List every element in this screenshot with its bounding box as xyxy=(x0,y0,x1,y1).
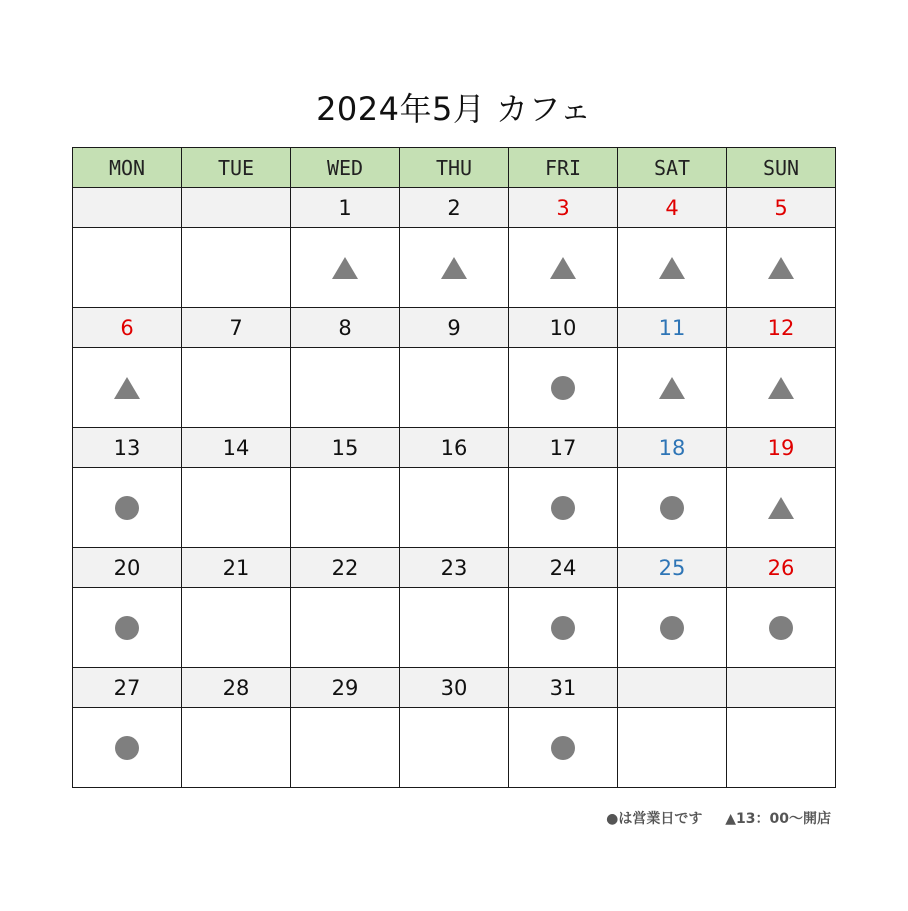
day-cell xyxy=(73,348,182,428)
day-number: 12 xyxy=(727,308,836,348)
day-number: 28 xyxy=(182,668,291,708)
day-cell xyxy=(727,708,836,788)
day-cell xyxy=(400,228,509,308)
day-cell xyxy=(291,348,400,428)
day-number: 25 xyxy=(618,548,727,588)
date-row xyxy=(73,428,836,468)
day-cell xyxy=(509,468,618,548)
day-number: 22 xyxy=(291,548,400,588)
day-number: 5 xyxy=(727,188,836,228)
day-number: 23 xyxy=(400,548,509,588)
weekday-sun: SUN xyxy=(727,148,836,188)
weekday-tue: TUE xyxy=(182,148,291,188)
open-circle-icon xyxy=(115,496,139,520)
day-number: 21 xyxy=(182,548,291,588)
mark-row xyxy=(73,708,836,788)
day-cell xyxy=(509,228,618,308)
legend-afternoon-open: ▲13：00～開店 xyxy=(725,811,831,827)
day-cell xyxy=(727,468,836,548)
day-cell xyxy=(618,468,727,548)
mark-row xyxy=(73,348,836,428)
day-number: 7 xyxy=(182,308,291,348)
open-circle-icon xyxy=(115,736,139,760)
day-cell xyxy=(291,708,400,788)
open-circle-icon xyxy=(551,736,575,760)
day-number: 11 xyxy=(618,308,727,348)
open-circle-icon xyxy=(769,616,793,640)
day-number: 14 xyxy=(182,428,291,468)
day-number: 9 xyxy=(400,308,509,348)
open-circle-icon xyxy=(551,616,575,640)
day-number: 13 xyxy=(73,428,182,468)
day-number xyxy=(618,668,727,708)
day-cell xyxy=(509,348,618,428)
day-number: 1 xyxy=(291,188,400,228)
weekday-mon: MON xyxy=(73,148,182,188)
day-number: 16 xyxy=(400,428,509,468)
open-circle-icon xyxy=(660,616,684,640)
day-cell xyxy=(618,708,727,788)
calendar-title: 2024年5月 カフェ xyxy=(316,90,592,128)
day-cell xyxy=(182,588,291,668)
day-cell xyxy=(618,348,727,428)
day-cell xyxy=(73,588,182,668)
day-cell xyxy=(400,348,509,428)
calendar-body xyxy=(73,188,836,788)
date-row xyxy=(73,308,836,348)
day-number: 2 xyxy=(400,188,509,228)
day-cell xyxy=(400,468,509,548)
mark-row xyxy=(73,228,836,308)
day-number: 10 xyxy=(509,308,618,348)
calendar-grid xyxy=(72,147,836,788)
date-row xyxy=(73,548,836,588)
afternoon-triangle-icon xyxy=(768,497,794,519)
weekday-sat: SAT xyxy=(618,148,727,188)
day-cell xyxy=(400,708,509,788)
day-cell xyxy=(291,468,400,548)
day-cell xyxy=(727,228,836,308)
weekday-fri: FRI xyxy=(509,148,618,188)
day-number: 31 xyxy=(509,668,618,708)
mark-row xyxy=(73,588,836,668)
day-cell xyxy=(618,228,727,308)
afternoon-triangle-icon xyxy=(768,377,794,399)
day-number: 26 xyxy=(727,548,836,588)
weekday-thu: THU xyxy=(400,148,509,188)
day-cell xyxy=(182,708,291,788)
open-circle-icon xyxy=(660,496,684,520)
day-number: 6 xyxy=(73,308,182,348)
day-number: 29 xyxy=(291,668,400,708)
day-cell xyxy=(727,588,836,668)
day-cell xyxy=(73,228,182,308)
day-number: 19 xyxy=(727,428,836,468)
day-number: 3 xyxy=(509,188,618,228)
day-cell xyxy=(182,348,291,428)
day-cell xyxy=(727,348,836,428)
day-number: 30 xyxy=(400,668,509,708)
afternoon-triangle-icon xyxy=(768,257,794,279)
afternoon-triangle-icon xyxy=(114,377,140,399)
day-cell xyxy=(509,708,618,788)
date-row xyxy=(73,668,836,708)
day-number: 17 xyxy=(509,428,618,468)
day-cell xyxy=(73,708,182,788)
day-cell xyxy=(291,228,400,308)
afternoon-triangle-icon xyxy=(659,377,685,399)
day-number: 18 xyxy=(618,428,727,468)
weekday-wed: WED xyxy=(291,148,400,188)
mark-row xyxy=(73,468,836,548)
day-cell xyxy=(400,588,509,668)
date-row xyxy=(73,188,836,228)
afternoon-triangle-icon xyxy=(441,257,467,279)
open-circle-icon xyxy=(115,616,139,640)
day-number xyxy=(727,668,836,708)
afternoon-triangle-icon xyxy=(332,257,358,279)
day-number xyxy=(73,188,182,228)
afternoon-triangle-icon xyxy=(550,257,576,279)
day-cell xyxy=(618,588,727,668)
day-cell xyxy=(73,468,182,548)
day-number: 4 xyxy=(618,188,727,228)
day-number: 8 xyxy=(291,308,400,348)
day-number xyxy=(182,188,291,228)
day-cell xyxy=(182,468,291,548)
open-circle-icon xyxy=(551,496,575,520)
day-number: 27 xyxy=(73,668,182,708)
day-cell xyxy=(291,588,400,668)
day-number: 15 xyxy=(291,428,400,468)
day-cell xyxy=(182,228,291,308)
legend xyxy=(588,808,831,828)
open-circle-icon xyxy=(551,376,575,400)
afternoon-triangle-icon xyxy=(659,257,685,279)
weekday-header-row xyxy=(73,148,836,188)
day-number: 20 xyxy=(73,548,182,588)
day-cell xyxy=(509,588,618,668)
legend-open-days: ●は営業日です xyxy=(606,811,703,827)
day-number: 24 xyxy=(509,548,618,588)
